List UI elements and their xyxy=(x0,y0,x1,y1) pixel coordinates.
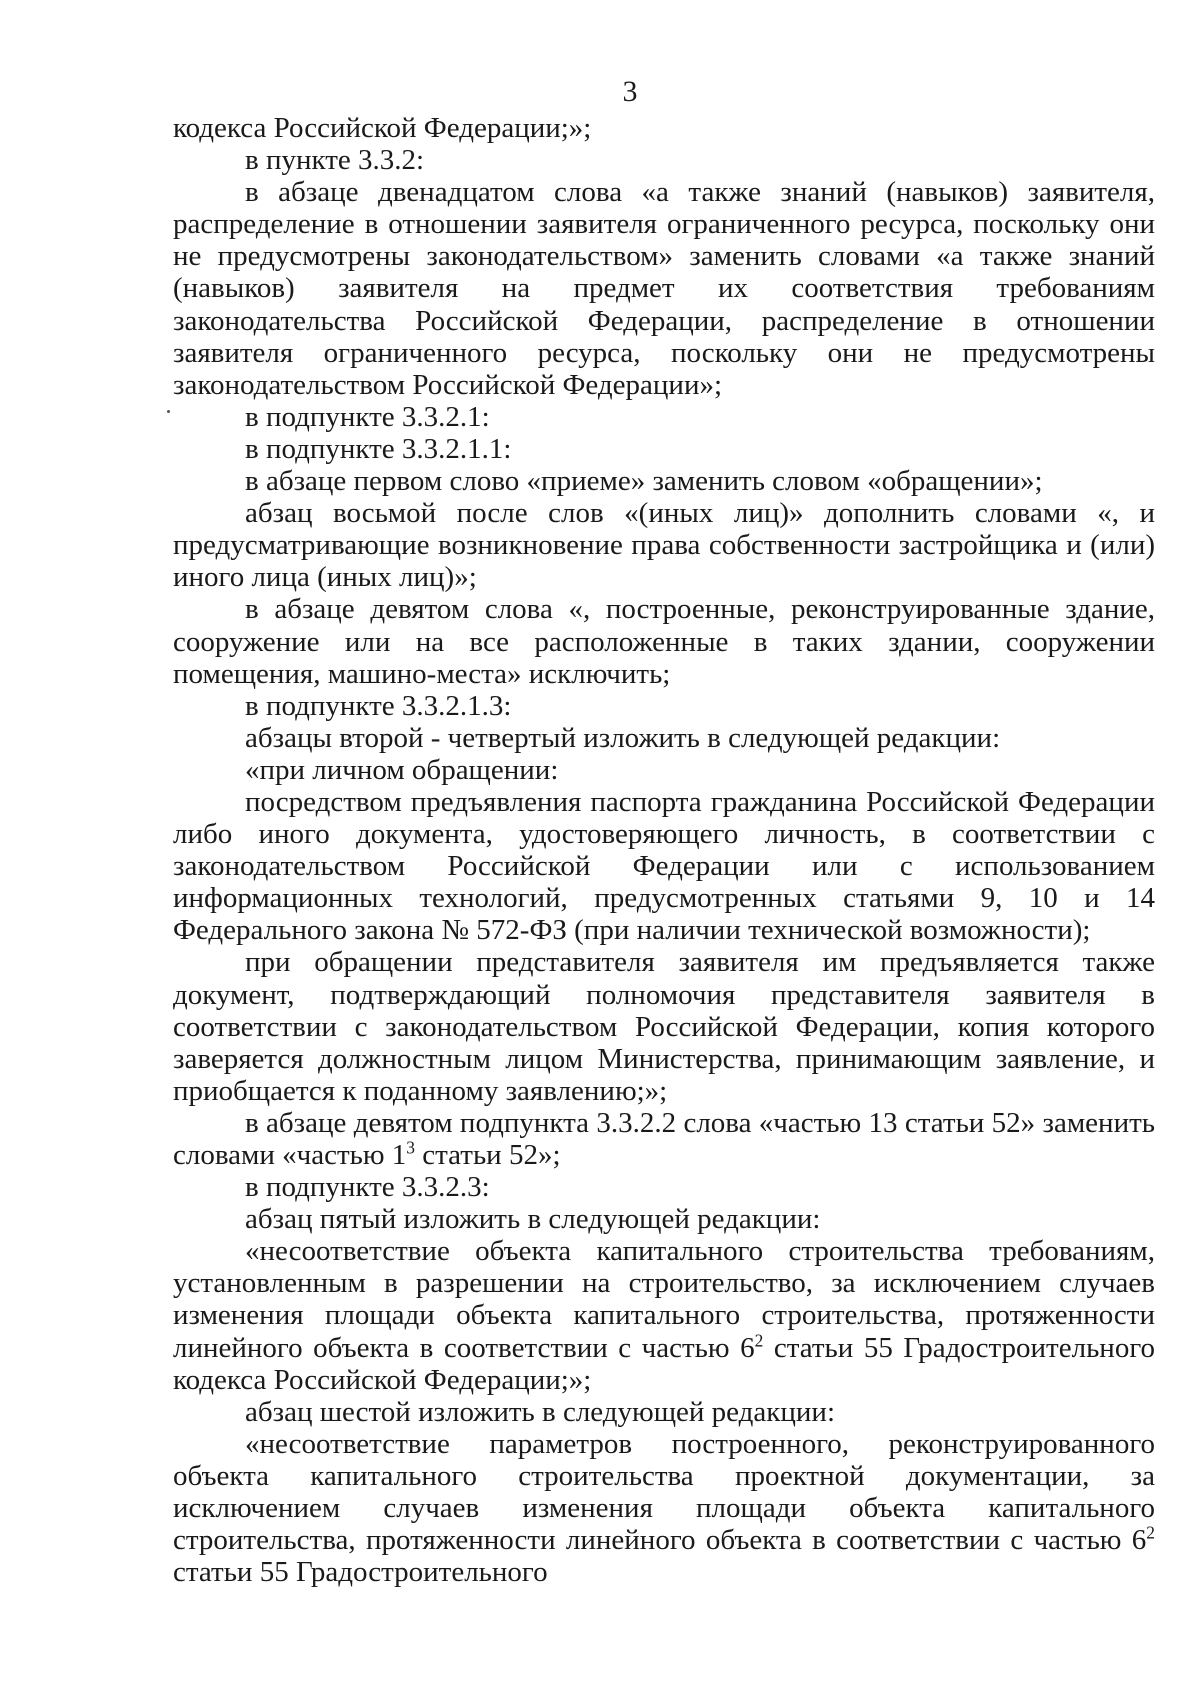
paragraph xyxy=(173,1107,1155,1171)
superscript: 2 xyxy=(754,1330,764,1351)
paragraph: абзац восьмой после слов «(иных лиц)» дополнить словами «, и предусматривающие возникновение права собственности застройщика и (или) иного лица (иных лиц)»; xyxy=(173,497,1155,594)
paragraph: при обращении представителя заявителя им предъявляется также документ, подтверждающий полномочия представителя заявителя в соответствии с законодательством Российской Федерации, копия которого заверяется должностным лицом Министерства, принимающим заявление, и приобщается к поданному заявлению;»; xyxy=(173,946,1155,1107)
paragraph: в подпункте 3.3.2.3: xyxy=(245,1171,490,1204)
paragraph: в абзаце двенадцатом слова «а также знаний (навыков) заявителя, распределение в отношении заявителя ограниченного ресурса, поскольку они не предусмотрены законодательством» заменить словами «а также знаний (навыков) заявителя на предмет их соответствия требованиям законодательства Российской Федерации, распределение в отношении заявителя ограниченного ресурса, поскольку они не предусмотрены законодательством Российской Федерации»; xyxy=(173,176,1155,401)
paragraph: посредством предъявления паспорта гражданина Российской Федерации либо иного документа, удостоверяющего личность, в соответствии с законодательством Российской Федерации или с использованием информационных технологий, предусмотренных статьями 9, 10 и 14 Федерального закона № 572-ФЗ (при наличии технической возможности); xyxy=(173,785,1155,947)
paragraph-text: «несоответствие объекта капитального строительства требованиям, установленным в разрешении на строительство, за исключением случаев изменения площади объекта капитального строительства, протяженности линейного объекта в соответствии с частью 6 xyxy=(173,1235,1155,1364)
paragraph: в пункте 3.3.2: xyxy=(245,144,425,177)
paragraph-text: статьи 55 Градостроительного кодекса Российской Федерации;»; xyxy=(173,1331,1155,1396)
paragraph-text: в абзаце девятом подпункта 3.3.2.2 слова «частью 13 статьи 52» заменить словами «частью 1 xyxy=(173,1106,1155,1171)
paragraph: абзацы второй - четвертый изложить в следующей редакции: xyxy=(245,721,1001,754)
paragraph: абзац шестой изложить в следующей редакции: xyxy=(245,1395,835,1428)
paragraph-text: «несоответствие параметров построенного, реконструированного объекта капитального строительства проектной документации, за исключением случаев изменения площади объекта капитального строительства, протяженности линейного объекта в соответствии с частью 6 xyxy=(173,1427,1155,1557)
scan-speck xyxy=(167,410,170,413)
paragraph: в абзаце первом слово «приеме» заменить словом «обращении»; xyxy=(245,465,1043,498)
paragraph xyxy=(173,1235,1155,1395)
paragraph-text: статьи 55 Градостроительного xyxy=(173,1556,548,1589)
paragraph: в подпункте 3.3.2.1: xyxy=(245,400,490,433)
paragraph: кодекса Российской Федерации;»; xyxy=(173,112,592,144)
paragraph: в подпункте 3.3.2.1.1: xyxy=(245,432,512,465)
paragraph: в подпункте 3.3.2.1.3: xyxy=(245,689,512,722)
paragraph-text: статьи 52»; xyxy=(415,1139,561,1171)
paragraph: абзац пятый изложить в следующей редакции: xyxy=(245,1203,821,1236)
paragraph: «при личном обращении: xyxy=(245,753,559,786)
paragraph xyxy=(173,1428,1155,1588)
paragraph: в абзаце девятом слова «, построенные, реконструированные здание, сооружение или на все расположенные в таких здании, сооружении помещения, машино-места» исключить; xyxy=(173,593,1155,690)
superscript: 3 xyxy=(406,1137,415,1158)
page-number: 3 xyxy=(622,75,638,108)
superscript: 2 xyxy=(1146,1522,1155,1543)
document-body xyxy=(173,112,1155,1588)
